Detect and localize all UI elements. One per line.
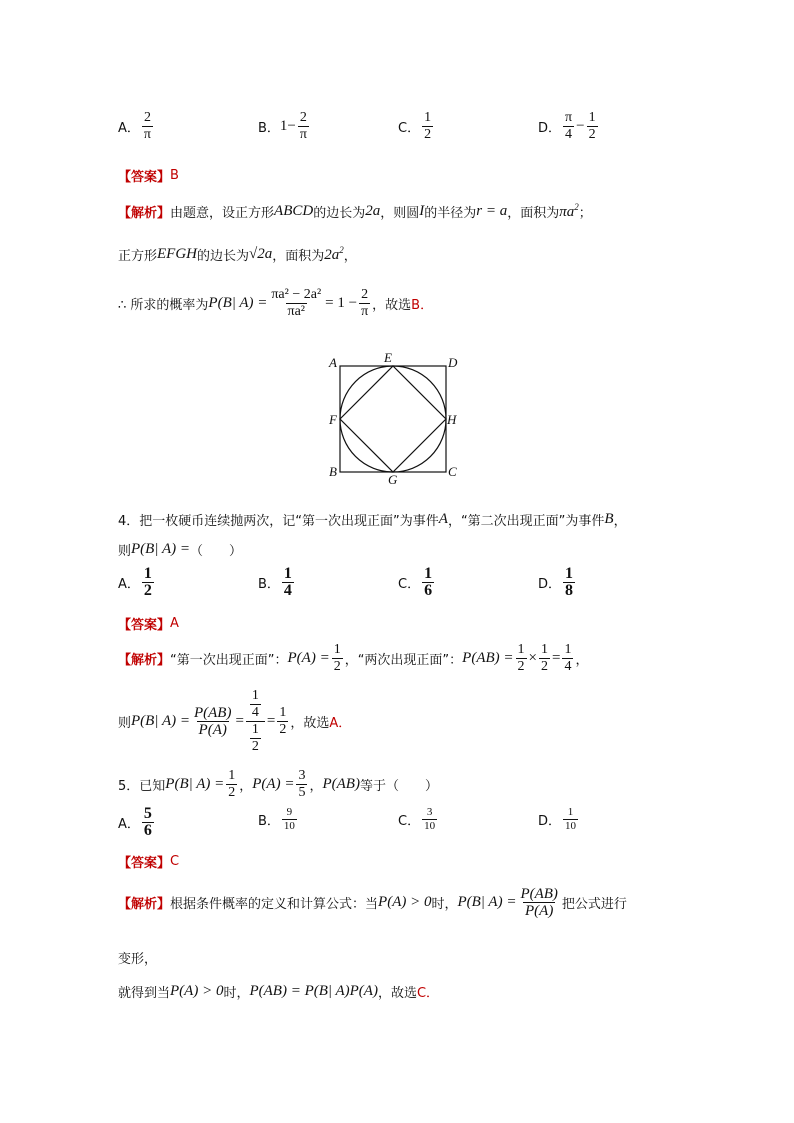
circle-i — [340, 366, 446, 472]
label-e: E — [384, 350, 392, 365]
q5-analysis-line2: 变形， — [118, 952, 158, 967]
q4-option-d: D． $\frac{1}{8}$ — [538, 565, 574, 599]
q5-option-b: B． $\frac{9}{10}$ — [258, 806, 295, 832]
q4-compound-fraction: $\frac{\frac{1}{4}}{\frac{1}{2}}$ — [246, 688, 265, 755]
label-c: C — [448, 464, 457, 479]
label-a: A — [329, 355, 337, 370]
q3-option-a-fraction: $\frac{2}{\pi}$ — [143, 110, 151, 142]
q4-stem-line2: 则 P(B| A) = （ ） — [118, 541, 242, 559]
q4-analysis-line1: 【解析】 “第一次出现正面”： P(A) = $\frac{1}{2}$ ，“两次出现正面”： P(AB) = $\frac{1}{2}$ × $\frac{1}{2}$ = $\frac{1}{4}$ ， — [118, 642, 589, 674]
label-g: G — [388, 472, 398, 487]
q4-answer: 【答案】 A — [118, 616, 179, 633]
q3-analysis-fraction: $\frac{\text{πa² − 2a²}}{\text{πa²}}$ — [271, 287, 322, 319]
label-d: D — [448, 355, 458, 370]
square-circle-figure — [320, 348, 470, 488]
q3-option-b: B． 1− $\frac{2}{\pi}$ — [258, 110, 307, 142]
q3-option-d: D． $\frac{\pi}{4}$ − $\frac{1}{2}$ — [538, 110, 596, 142]
q3-analysis-line2: 正方形 EFGH 的边长为 √2a ，面积为 $2a^2$ ， — [118, 245, 357, 264]
q3-analysis-line1: 【解析】 由题意，设正方形 ABCD 的边长为 2a ，则圆 I 的半径为 r = a ，面积为 $\pi a^2$ ； — [118, 202, 592, 221]
q4-option-c: C． $\frac{1}{6}$ — [398, 565, 433, 599]
q4-analysis-line2: 则 P(B| A) = $\frac{P(AB)}{P(A)}$ = $\frac{\frac{1}{4}}{\frac{1}{2}}$ = $\frac{1}{2}$ ，故选 A． — [118, 688, 352, 754]
q5-analysis-line3: 就得到当 P(A) > 0 时， P(AB) = P(B| A)P(A) ，故选 C． — [118, 983, 440, 1001]
label-h: H — [447, 412, 457, 427]
label-f: F — [329, 412, 337, 427]
q3-option-c-fraction: $\frac{1}{2}$ — [424, 110, 432, 142]
q5-stem: 5． 已知 P(B| A) = $\frac{1}{2}$ ， P(A) = $\frac{3}{5}$ ， P(AB) 等于（ ） — [118, 768, 438, 800]
q5-option-d: D． $\frac{1}{10}$ — [538, 806, 577, 832]
q4-option-a: A． $\frac{1}{2}$ — [118, 565, 152, 599]
q3-analysis-line3: ∴ 所求的概率为 P(B| A) = $\frac{\text{πa² − 2a²}}{\text{πa²}}$ = 1 − $\frac{2}{\pi}$ ，故选 B． — [118, 287, 434, 319]
q4-option-b: B． $\frac{1}{4}$ — [258, 565, 292, 599]
q5-option-c: C． $\frac{3}{10}$ — [398, 806, 436, 832]
q3-option-d-fraction2: $\frac{1}{2}$ — [588, 110, 596, 142]
q3-answer: 【答案】 B — [118, 168, 179, 185]
q3-analysis-fraction2: $\frac{2}{\pi}$ — [361, 287, 369, 319]
q3-option-a: A． $\frac{2}{\pi}$ — [118, 110, 151, 142]
q5-answer: 【答案】 C — [118, 854, 180, 871]
q3-option-c: C． $\frac{1}{2}$ — [398, 110, 432, 142]
label-b: B — [329, 464, 337, 479]
q5-option-a: A． $\frac{5}{6}$ — [118, 805, 152, 839]
q5-analysis-line1: 【解析】 根据条件概率的定义和计算公式：当 P(A) > 0 时， P(B| A) = $\frac{P(AB)}{P(A)}$ 把公式进行 — [118, 886, 627, 919]
q3-option-d-fraction1: $\frac{\pi}{4}$ — [565, 110, 573, 142]
q4-stem-line1: 4． 把一枚硬币连续抛两次，记“第一次出现正面”为事件 A ，“第二次出现正面”为事件 B ， — [118, 511, 627, 529]
q3-option-b-fraction: $\frac{2}{\pi}$ — [299, 110, 307, 142]
